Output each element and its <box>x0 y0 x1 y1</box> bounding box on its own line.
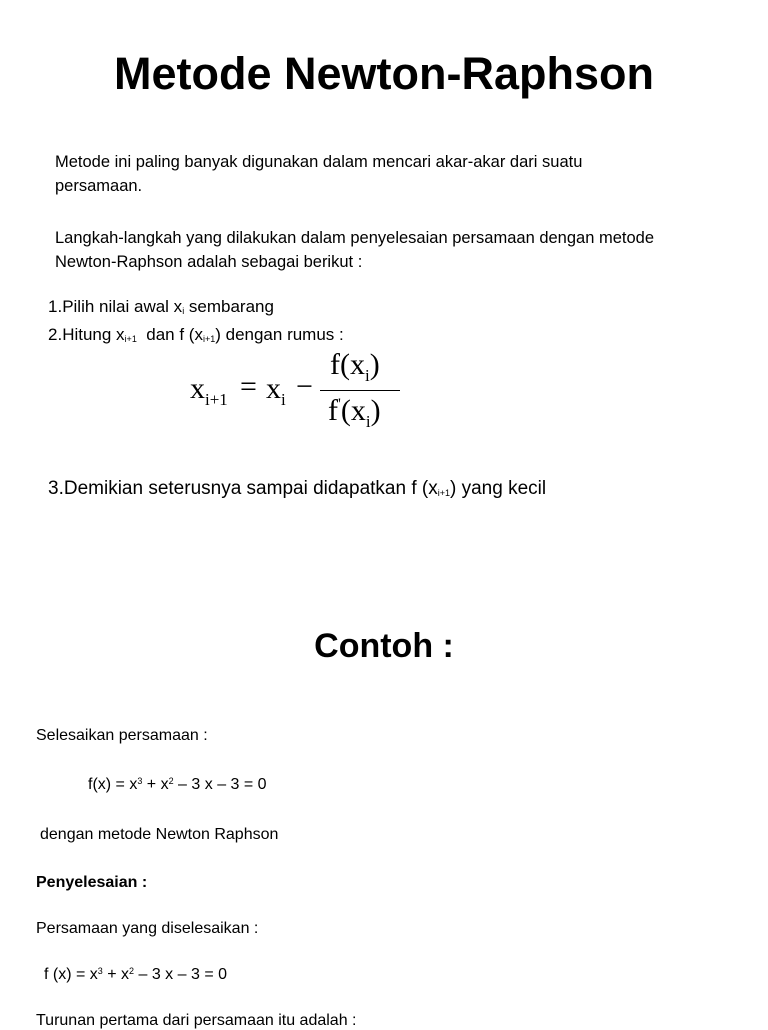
eq1-part-c: – 3 x – 3 = 0 <box>173 776 267 793</box>
section-heading-contoh: Contoh : <box>314 627 454 665</box>
example-solution-heading: Penyelesaian : <box>36 874 148 891</box>
formula-equals: = <box>240 370 257 403</box>
intro-line-1: Metode ini paling banyak digunakan dalam mencari akar-akar dari suatu <box>55 153 583 171</box>
intro-line-3: Langkah-langkah yang dilakukan dalam penyelesaian persamaan dengan metode <box>55 229 655 247</box>
example-equation-1 <box>88 776 267 794</box>
formula-rhs-sub: i <box>281 390 286 409</box>
step-2-subscript-2: i+1 <box>202 334 216 344</box>
step-2-after: ) dengan rumus : <box>215 325 344 344</box>
intro-line-2: persamaan. <box>55 177 143 195</box>
eq2-part-b: + x <box>102 966 130 983</box>
formula-lhs-sub: i+1 <box>205 390 228 409</box>
eq2-power-3: 3 <box>97 966 103 976</box>
page-title: Metode Newton-Raphson <box>114 48 654 99</box>
formula-den-f: f <box>328 394 338 427</box>
example-line-4: Persamaan yang diselesaikan : <box>36 920 259 937</box>
eq1-power-3: 3 <box>137 776 143 786</box>
step-2-number: 2. <box>48 325 63 344</box>
formula-den-close: ) <box>370 394 381 427</box>
eq2-power-2: 2 <box>129 966 135 976</box>
step-2-subscript-1: i+1 <box>124 334 137 344</box>
formula-denominator <box>328 394 381 432</box>
fraction-bar <box>320 390 400 391</box>
intro-line-4: Newton-Raphson adalah sebagai berikut : <box>55 253 363 271</box>
formula-num-sub: i <box>364 366 370 385</box>
step-2 <box>48 325 344 345</box>
formula-rhs <box>266 372 286 410</box>
step-1 <box>48 297 274 317</box>
formula-den-prime: ' <box>338 396 341 413</box>
formula-lhs <box>190 372 228 410</box>
formula-num-text: f(x <box>330 348 365 381</box>
step-3 <box>48 478 546 500</box>
example-line-1: Selesaikan persamaan : <box>36 727 208 744</box>
formula-lhs-x: x <box>190 372 205 405</box>
step-1-number: 1. <box>48 297 63 316</box>
step-2-mid: dan f (x <box>136 325 203 344</box>
example-line-5: Turunan pertama dari persamaan itu adalah : <box>36 1012 357 1029</box>
step-1-text: Pilih nilai awal x <box>62 297 183 316</box>
formula-minus: − <box>296 370 313 403</box>
example-equation-2 <box>44 966 227 984</box>
example-line-2: dengan metode Newton Raphson <box>40 826 279 843</box>
eq2-part-a: f (x) = x <box>44 966 98 983</box>
eq1-power-2: 2 <box>168 776 174 786</box>
eq1-part-a: f(x) = x <box>88 776 138 793</box>
formula-numerator <box>330 348 380 386</box>
step-1-subscript: i <box>182 306 185 316</box>
formula-rhs-x: x <box>266 372 281 405</box>
formula-den-sub: i <box>365 412 371 431</box>
newton-raphson-formula <box>190 348 410 442</box>
step-3-subscript: i+1 <box>437 488 450 498</box>
step-3-number: 3. <box>48 478 64 499</box>
formula-num-close: ) <box>369 348 380 381</box>
step-2-text: Hitung x <box>62 325 125 344</box>
step-3-text: Demikian seterusnya sampai didapatkan f (x <box>63 478 438 499</box>
eq2-part-c: – 3 x – 3 = 0 <box>134 966 227 983</box>
formula-den-x: (x <box>340 394 366 427</box>
eq1-part-b: + x <box>142 776 169 793</box>
step-1-after: sembarang <box>184 297 274 316</box>
step-3-after: ) yang kecil <box>449 478 547 499</box>
